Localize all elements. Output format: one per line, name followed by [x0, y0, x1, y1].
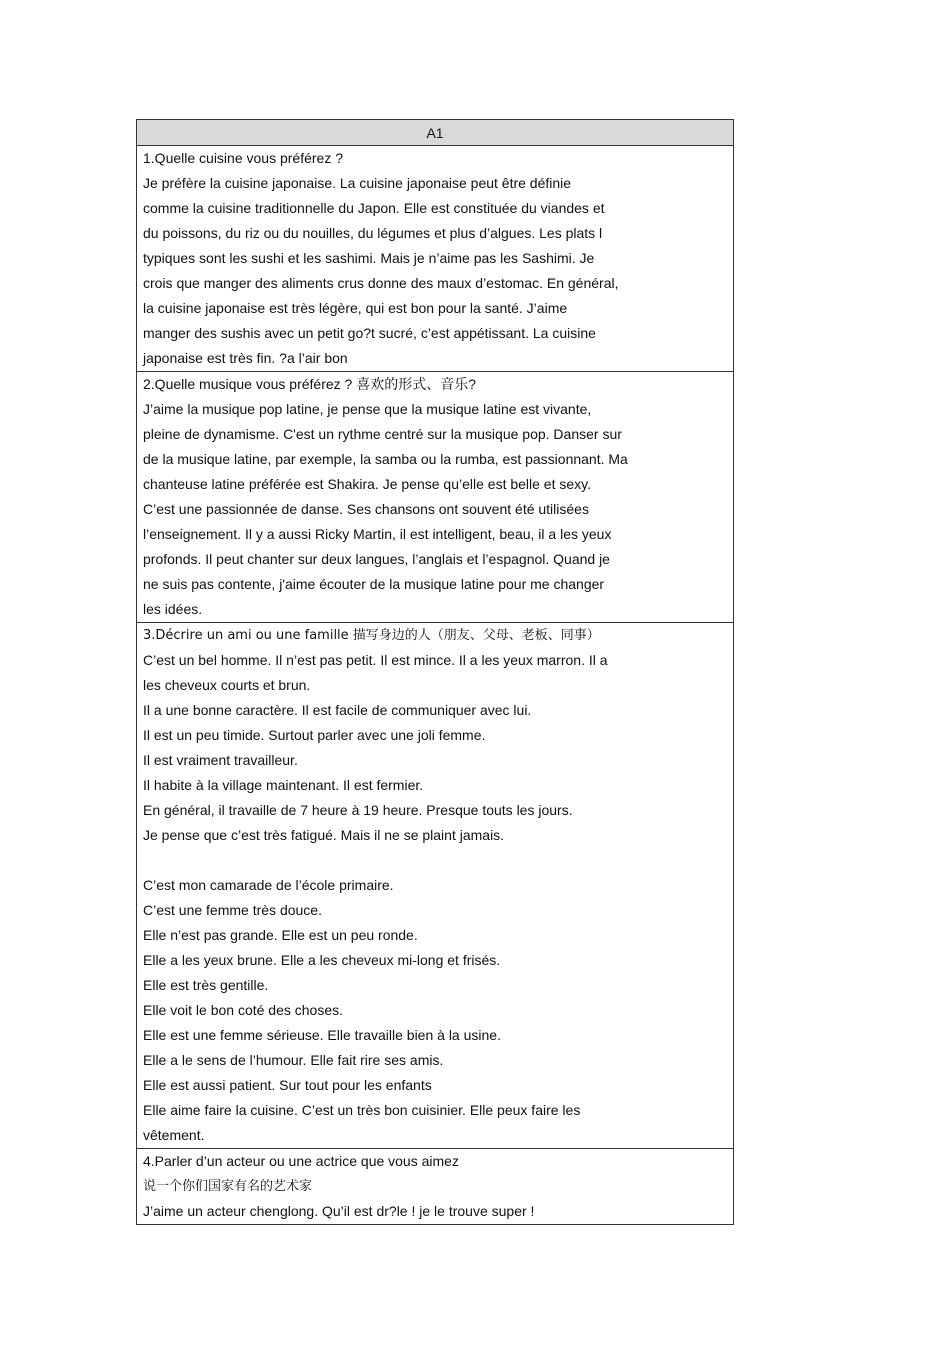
text-line: Elle a les yeux brune. Elle a les cheveux mi-long et frisés.: [143, 952, 501, 968]
text-line: En général, il travaille de 7 heure à 19 heure. Presque touts les jours.: [143, 802, 573, 818]
text-line: Elle a le sens de l’humour. Elle fait rire ses amis.: [143, 1052, 444, 1068]
text-line: Elle est très gentille.: [143, 977, 269, 993]
text-line: C’est une passionnée de danse. Ses chansons ont souvent été utilisées: [143, 501, 589, 517]
text-line: Elle aime faire la cuisine. C’est un très bon cuisinier. Elle peux faire les: [143, 1102, 581, 1118]
text-line: J’aime un acteur chenglong. Qu’il est dr?le ! je le trouve super !: [143, 1203, 535, 1219]
text-line: C’est mon camarade de l’école primaire.: [143, 877, 394, 893]
text-line: comme la cuisine traditionnelle du Japon. Elle est constituée du viandes et: [143, 200, 605, 216]
section-title: 2.Quelle musique vous préférez ? 喜欢的形式、音乐?: [143, 376, 477, 392]
text-line: C’est une femme très douce.: [143, 902, 322, 918]
section-title: 3.Décrire un ami ou une famille 描写身边的人（朋友、父母、老板、同事）: [143, 628, 600, 643]
section-ami-famille: [137, 623, 733, 1149]
text-line: vêtement.: [143, 1127, 205, 1143]
text-line: Il a une bonne caractère. Il est facile de communiquer avec lui.: [143, 702, 532, 718]
section-cuisine: [137, 146, 733, 372]
text-line: Elle n’est pas grande. Elle est un peu ronde.: [143, 927, 418, 943]
text-line: Il est vraiment travailleur.: [143, 752, 298, 768]
text-line: Il est un peu timide. Surtout parler avec une joli femme.: [143, 727, 486, 743]
text-line: japonaise est très fin. ?a l’air bon: [143, 350, 348, 366]
header-title: A1: [426, 124, 444, 141]
section-acteur: [137, 1149, 733, 1224]
text-line: typiques sont les sushi et les sashimi. Mais je n’aime pas les Sashimi. Je: [143, 250, 595, 266]
text-line: Elle est une femme sérieuse. Elle travaille bien à la usine.: [143, 1027, 501, 1043]
text-line: pleine de dynamisme. C'est un rythme centré sur la musique pop. Danser sur: [143, 426, 622, 442]
section-title: 4.Parler d’un acteur ou une actrice que vous aimez: [143, 1153, 459, 1169]
text-line: manger des sushis avec un petit go?t sucré, c’est appétissant. La cuisine: [143, 325, 596, 341]
document-table: [136, 119, 734, 1225]
text-line: de la musique latine, par exemple, la samba ou la rumba, est passionnant. Ma: [143, 451, 628, 467]
section-title: 1.Quelle cuisine vous préférez ?: [143, 150, 343, 166]
text-line: Je pense que c’est très fatigué. Mais il ne se plaint jamais.: [143, 827, 505, 843]
text-line: crois que manger des aliments crus donne des maux d’estomac. En général,: [143, 275, 619, 291]
text-line: 说一个你们国家有名的艺术家: [143, 1179, 313, 1194]
text-line: l’enseignement. Il y a aussi Ricky Martin, il est intelligent, beau, il a les yeux: [143, 526, 612, 542]
text-line: J’aime la musique pop latine, je pense que la musique latine est vivante,: [143, 401, 592, 417]
text-line: Je préfère la cuisine japonaise. La cuisine japonaise peut être définie: [143, 175, 572, 191]
text-line: C’est un bel homme. Il n’est pas petit. Il est mince. Il a les yeux marron. Il a: [143, 652, 608, 668]
text-line: la cuisine japonaise est très légère, qui est bon pour la santé. J’aime: [143, 300, 568, 316]
blank-line: [137, 848, 733, 873]
text-line: Elle voit le bon coté des choses.: [143, 1002, 344, 1018]
text-line: chanteuse latine préférée est Shakira. Je pense qu’elle est belle et sexy.: [143, 476, 592, 492]
text-line: les idées.: [143, 601, 203, 617]
text-line: les cheveux courts et brun.: [143, 677, 311, 693]
text-line: du poissons, du riz ou du nouilles, du légumes et plus d’algues. Les plats l: [143, 225, 603, 241]
table-header: [137, 120, 733, 146]
section-musique: [137, 372, 733, 623]
text-line: ne suis pas contente, j'aime écouter de la musique latine pour me changer: [143, 576, 605, 592]
text-line: profonds. Il peut chanter sur deux langues, l’anglais et l’espagnol. Quand je: [143, 551, 610, 567]
text-line: Elle est aussi patient. Sur tout pour les enfants: [143, 1077, 432, 1093]
text-line: Il habite à la village maintenant. Il est fermier.: [143, 777, 424, 793]
